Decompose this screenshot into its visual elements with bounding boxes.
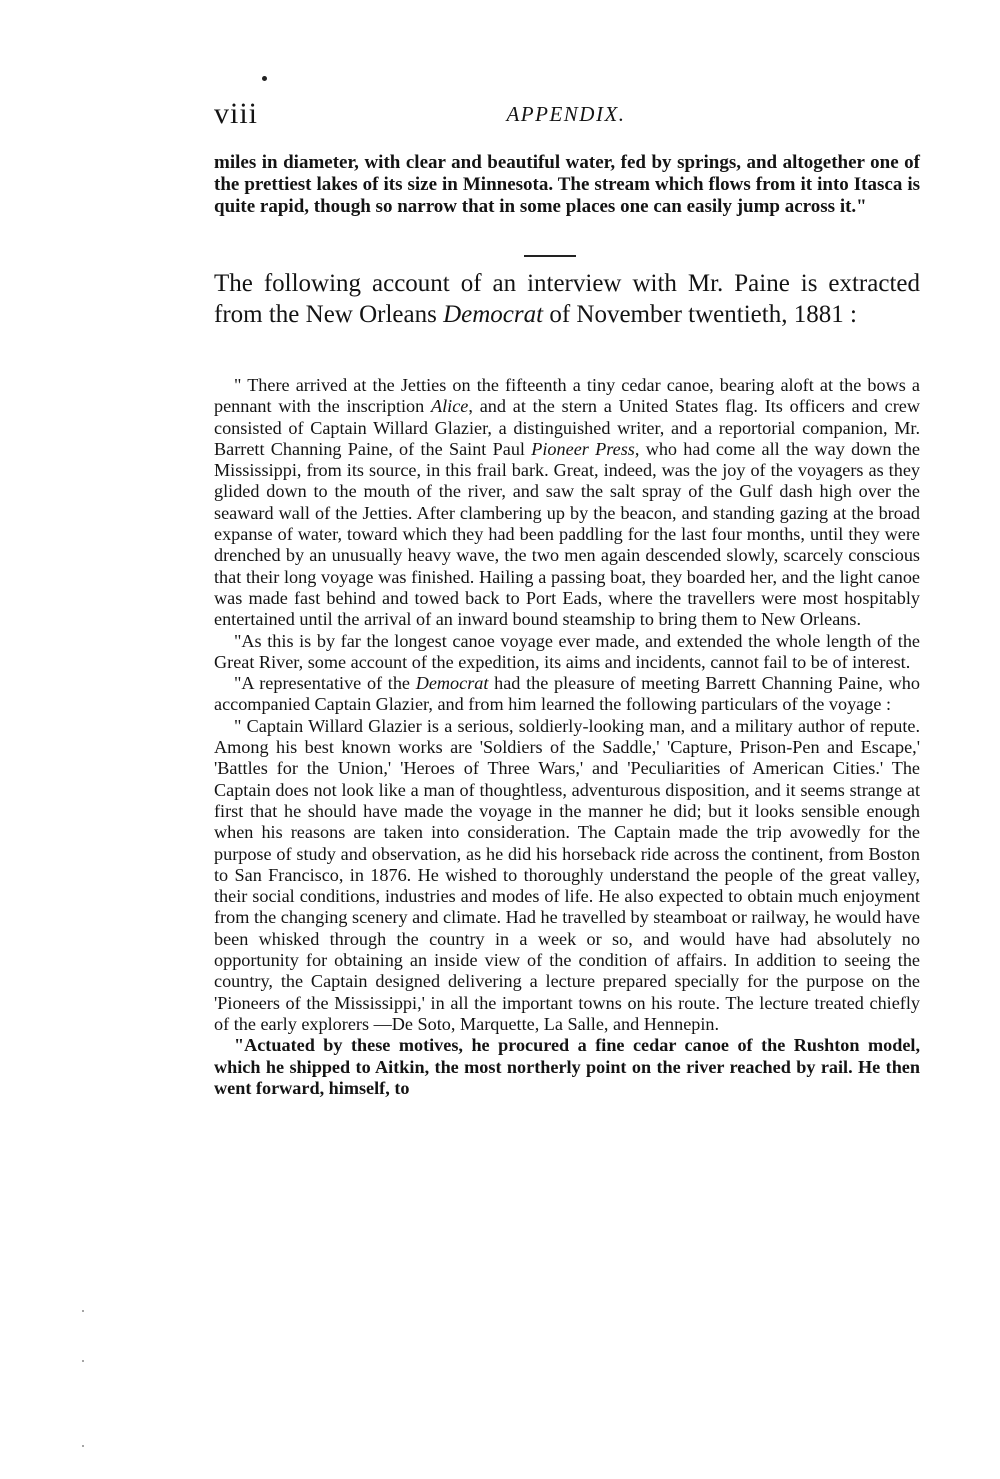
paragraph-2: "As this is by far the longest canoe voyage ever made, and extended the whole length of the Great River, some account of the expedition, its aims and incidents, cannot fail to be of interest. [214,630,920,672]
running-head: APPENDIX. [506,102,626,126]
intro-text-before: The following account of an interview with Mr. Paine is extracted from the New Orleans [214,270,920,328]
printer-dot [262,76,267,81]
paragraph-1-part-e: , who had come all the way down the Mississippi, from its source, in this frail bark. Great, indeed, was the joy of the voyagers as they glided down to the mouth of the river, and saw the salt spray of the Gulf dash high over the seaward wall of the Jetties. After clambering up by the beacon, and standing gazing at the broad expanse of water, toward which they had been paddling for the last four months, until they were drenched by an unusually heavy wave, the two men again descended slowly, scarcely conscious that their long voyage was finished. Hailing a passing boat, they boarded her, and the light canoe was made fast behind and towed back to Port Eads, where the travellers were most hospitably entertained until the arrival of an inward bound steamship to bring them to New Orleans. [214,438,920,630]
scan-speck [82,1445,84,1447]
paragraph-1-part-a: " There arrived at the Jetties on the fifteenth a tiny cedar canoe, bearing aloft at the bows a pennant with the inscription [214,375,920,417]
paragraph-4: " Captain Willard Glazier is a serious, soldierly-looking man, and a military author of repute. Among his best known works are 'Soldiers of the Saddle,' 'Capture, Prison-Pen and Escape,' 'Battles for the Union,' 'Heroes of Three Wars,' and 'Peculiarities of American Cities.' The Captain does not look like a man of thoughtless, adventurous disposition, and it seems strange at first that he should have made the voyage in the manner he did; but it looks sensible enough when his reasons are taken into consideration. The Captain made the trip avowedly for the purpose of study and observation, as he did his horseback ride across the continent, from Boston to San Francisco, in 1876. He wished to thoroughly understand the people of the great valley, their social conditions, industries and modes of life. He also expected to obtain much enjoyment from the changing scenery and climate. Had he travelled by steamboat or railway, he would have been whisked through the country in a week or so, and would have had absolutely no opportunity for obtaining an inside view of the condition of affairs. In addition to seeing the country, the Captain designed delivering a lecture prepared specially for the purpose on the 'Pioneers of the Mississippi,' in all the important towns on his route. The lecture treated chiefly of the early explorers —De Soto, Marquette, La Salle, and Hennepin. [214,715,920,1034]
scan-speck [82,1310,84,1312]
canoe-name: Alice [431,396,469,417]
page-number: viii [214,97,259,130]
paragraph-1-part-c: , and at the stern a United States flag. Its officers and crew consisted of Captain Willard Glazier, a distinguished writer, and a reportorial companion, Mr. Barrett Channing Paine, of the Saint Paul [214,396,920,459]
paragraph-3 [214,673,920,716]
intro-text-after: of November twentieth, 1881 : [543,301,857,328]
continued-quote [214,152,920,218]
paragraph-1 [214,375,920,631]
paragraph-5: "Actuated by these motives, he procured a fine cedar canoe of the Rushton model, which he shipped to Aitkin, the most northerly point on the river reached by rail. He then went forward, himself, to [214,1035,920,1098]
newspaper-name: Democrat [443,301,544,328]
continued-quote-text: miles in diameter, with clear and beautiful water, fed by springs, and altogether one of the prettiest lakes of its size in Minnesota. The stream which flows from it into Itasca is quite rapid, though so narrow that in some places one can easily jump across it." [214,152,920,217]
article-body [214,375,920,1099]
scan-speck [82,1360,84,1362]
section-divider [524,255,576,257]
democrat-name: Democrat [415,673,489,694]
paragraph-3-part-c: had the pleasure of meeting Barrett Channing Paine, who accompanied Captain Glazier, and from him learned the following particulars of the voyage : [214,673,920,715]
paragraph-3-part-a: "A representative of the [234,673,416,694]
page-header [214,94,918,134]
pioneer-press-name: Pioneer Press [531,438,635,459]
intro-paragraph [214,268,920,330]
